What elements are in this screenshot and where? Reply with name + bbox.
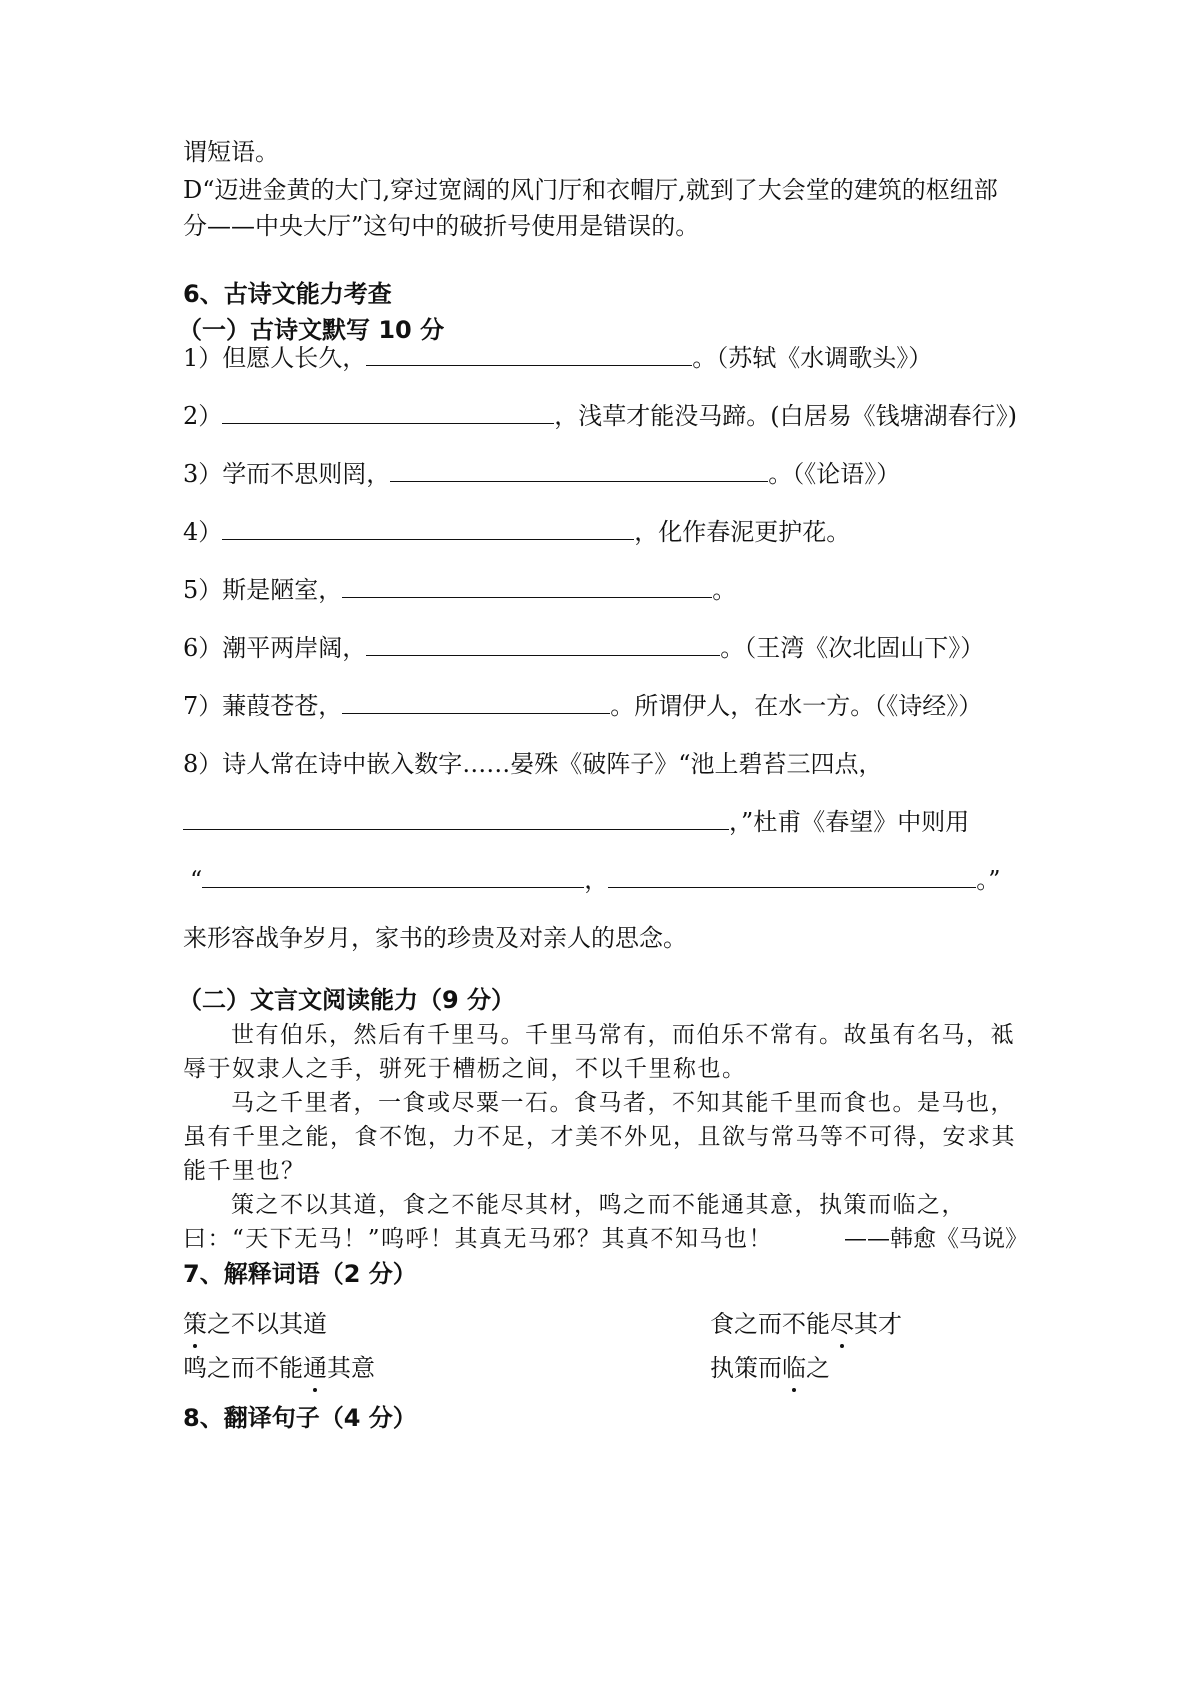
item-prefix: 4） xyxy=(183,518,223,546)
item-suffix: 。 xyxy=(712,576,737,604)
answer-blank[interactable] xyxy=(608,865,976,888)
question-title: 8、翻译句子（4 分） xyxy=(183,1404,417,1432)
item-suffix: 。所谓伊人，在水一方。（《诗经》） xyxy=(610,692,983,720)
question-item-8-line3 xyxy=(190,862,1001,898)
item-prefix: 3）学而不思则罔， xyxy=(183,460,391,488)
item-suffix: ，化作春泥更护花。 xyxy=(634,518,851,546)
answer-blank[interactable] xyxy=(342,575,712,598)
text-line: 分——中央大厅”这句中的破折号使用是错误的。 xyxy=(183,212,700,240)
item-suffix: 。（苏轼《水调歌头》） xyxy=(692,344,933,372)
vocab-item: 食之而不能尽其才 xyxy=(710,1306,902,1342)
item-prefix: 8）诗人常在诗中嵌入数字……晏殊《破阵子》“池上碧苔三四点， xyxy=(183,750,883,778)
subsection-title: （二）文言文阅读能力（9 分） xyxy=(178,986,516,1014)
question-item-6 xyxy=(183,630,984,666)
item-prefix: 7）蒹葭苍苍， xyxy=(183,692,343,720)
passage-paragraph: 马之千里者，一食或尽粟一石。食马者，不知其能千里而食也。是马也，虽有千里之能，食不饱，力不足，才美不外见，且欲与常马等不可得，安求其能千里也？ xyxy=(183,1090,1016,1184)
question-item-3 xyxy=(183,456,900,492)
subsection-title: （一）古诗文默写 10 分 xyxy=(178,316,445,344)
item-suffix: ，浅草才能没马蹄。(白居易《钱塘湖春行》) xyxy=(554,402,1018,430)
question-title: 7、解释词语（2 分） xyxy=(183,1260,417,1288)
text-line: D“迈进金黄的大门,穿过宽阔的风门厅和衣帽厅,就到了大会堂的建筑的枢纽部 xyxy=(183,176,998,204)
answer-blank[interactable] xyxy=(390,459,768,482)
item-prefix: 5）斯是陋室， xyxy=(183,576,343,604)
item-suffix: 。（《论语》） xyxy=(768,460,901,488)
passage-paragraph: 策之不以其道，食之不能尽其材，鸣之而不能通其意，执策而临之，曰：“天下无马！”呜呼！其真无马邪？其真不知马也！ xyxy=(183,1192,966,1252)
question-item-2 xyxy=(183,398,1017,434)
item-prefix: 6）潮平两岸阔， xyxy=(183,634,367,662)
open-quote: “ xyxy=(190,866,203,894)
item-suffix: 。（王湾《次北固山下》） xyxy=(720,634,985,662)
passage-attribution: ——韩愈《马说》 xyxy=(844,1226,1028,1252)
answer-blank[interactable] xyxy=(222,401,554,424)
answer-blank[interactable] xyxy=(183,807,729,830)
classical-passage xyxy=(183,1018,1027,1256)
question-item-4 xyxy=(183,514,850,550)
vocab-item: 鸣之而不能通其意 xyxy=(183,1350,375,1386)
text-line: 来形容战争岁月，家书的珍贵及对亲人的思念。 xyxy=(183,924,687,952)
section-title: 6、古诗文能力考查 xyxy=(183,280,392,308)
text-line: 谓短语。 xyxy=(183,138,279,166)
answer-blank[interactable] xyxy=(202,865,584,888)
answer-blank[interactable] xyxy=(366,633,720,656)
close-quote: 。” xyxy=(976,866,1001,894)
item-suffix: ，”杜甫《春望》中则用 xyxy=(729,808,970,836)
question-item-1 xyxy=(183,340,932,376)
vocab-item: 执策而临之 xyxy=(710,1350,830,1386)
item-prefix: 1）但愿人长久， xyxy=(183,344,367,372)
item-prefix: 2） xyxy=(183,402,223,430)
answer-blank[interactable] xyxy=(366,343,692,366)
emphasis-char: 策 xyxy=(183,1306,207,1342)
separator: ， xyxy=(584,866,609,894)
passage-paragraph: 世有伯乐，然后有千里马。千里马常有，而伯乐不常有。故虽有名马，祗辱于奴隶人之手，骈死于槽枥之间，不以千里称也。 xyxy=(183,1022,1015,1082)
question-item-8 xyxy=(183,746,883,782)
question-item-5 xyxy=(183,572,736,608)
answer-blank[interactable] xyxy=(222,517,634,540)
question-item-8-line2 xyxy=(183,804,969,840)
emphasis-char: 临 xyxy=(782,1350,806,1386)
answer-blank[interactable] xyxy=(342,691,610,714)
emphasis-char: 尽 xyxy=(830,1306,854,1342)
question-item-7 xyxy=(183,688,982,724)
vocab-item: 策之不以其道 xyxy=(183,1306,327,1342)
emphasis-char: 通 xyxy=(303,1350,327,1386)
